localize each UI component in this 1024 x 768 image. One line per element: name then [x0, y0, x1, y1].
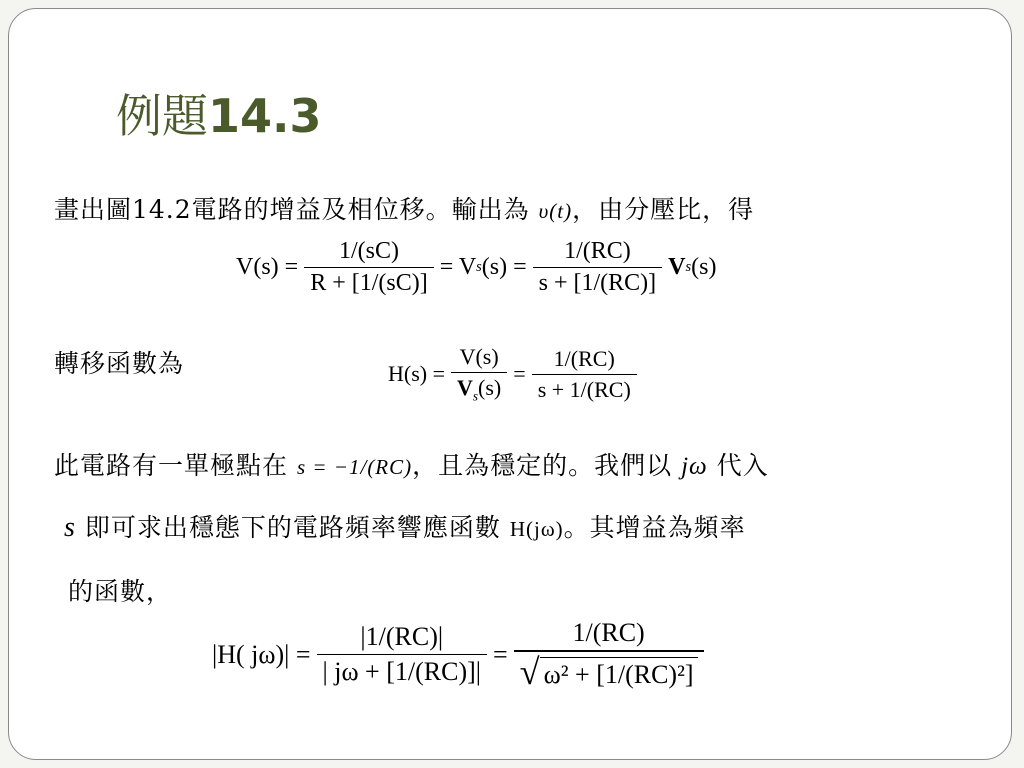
para2-s: s — [64, 512, 76, 543]
eq1-lhs: V(s) = — [236, 254, 299, 280]
para2-line1-a: 此電路有一單極點在 — [54, 451, 289, 480]
eq3-frac1-denominator: | jω + [1/(RC)]| — [317, 654, 487, 687]
intro-line — [54, 190, 754, 226]
eq3-fraction-1 — [317, 622, 487, 687]
eq1-frac1-numerator: 1/(sC) — [338, 238, 399, 264]
eq2-equals: = — [513, 361, 526, 387]
eq2-den-sub: s — [472, 388, 479, 404]
eq2-fraction-1 — [451, 344, 507, 404]
eq1-mid2: (s) = — [481, 254, 527, 280]
eq2-den-v: V — [457, 375, 473, 400]
eq2-frac2-numerator: 1/(RC) — [553, 345, 615, 371]
eq2-frac1-denominator — [451, 372, 507, 404]
transfer-label: 轉移函數為 — [54, 349, 185, 378]
eq2-frac1-numerator: V(s) — [459, 344, 499, 369]
eq3-frac1-numerator: |1/(RC)| — [360, 622, 444, 651]
equation-voltage-divider — [236, 238, 716, 297]
radical-sign-icon: √ — [519, 652, 540, 692]
eq1-tail2: (s) — [691, 254, 717, 280]
eq3-equals: = — [492, 639, 508, 669]
equation-gain — [212, 618, 710, 691]
title-chinese: 例題 — [116, 89, 208, 143]
slide-title — [116, 80, 322, 146]
eq3-lhs: |H( jω)| = — [212, 639, 311, 669]
eq3-frac2-denominator — [514, 650, 704, 691]
para2-line2-b: 。其增益為頻率 — [563, 513, 746, 542]
para2-line2 — [64, 508, 746, 544]
intro-text-after: ，由分壓比，得 — [572, 195, 755, 224]
sqrt-symbol — [520, 654, 698, 690]
para2-pole: s = −1/(RC) — [296, 455, 413, 479]
eq1-tail: V — [668, 254, 686, 280]
para2-jw: jω — [681, 453, 708, 480]
intro-output-var: υ(t) — [538, 199, 573, 223]
eq2-lhs: H(s) = — [388, 361, 446, 387]
eq3-sqrt-content: ω² + [1/(RC)²] — [540, 657, 698, 690]
eq3-frac2-numerator: 1/(RC) — [572, 618, 645, 647]
eq2-fraction-2 — [532, 346, 637, 403]
equation-transfer-function — [388, 344, 643, 404]
eq1-tail-sub: s — [685, 259, 692, 275]
eq1-fraction-2 — [533, 238, 663, 297]
para2-line1 — [54, 446, 769, 482]
para2-line1-b: ，且為穩定的。我們以 — [412, 451, 673, 480]
eq2-frac2-denominator: s + 1/(RC) — [532, 374, 637, 403]
para2-hjw: H(jω) — [509, 517, 564, 541]
eq1-mid-sub: s — [476, 259, 482, 275]
eq1-mid: = V — [439, 254, 477, 280]
intro-text-before: 畫出圖14.2電路的增益及相位移。輸出為 — [54, 195, 530, 224]
eq1-frac2-numerator: 1/(RC) — [564, 238, 631, 264]
para2-line1-c: 代入 — [716, 451, 769, 480]
eq2-den-rest: (s) — [478, 375, 502, 400]
eq1-frac2-denominator: s + [1/(RC)] — [533, 267, 663, 297]
title-number: 14.3 — [208, 89, 322, 143]
para2-line2-a: 即可求出穩態下的電路頻率響應函數 — [84, 513, 501, 542]
eq3-fraction-2 — [514, 618, 704, 691]
eq1-frac1-denominator: R + [1/(sC)] — [304, 267, 434, 297]
para2-line3: 的函數， — [68, 577, 173, 606]
eq1-fraction-1 — [304, 238, 434, 297]
